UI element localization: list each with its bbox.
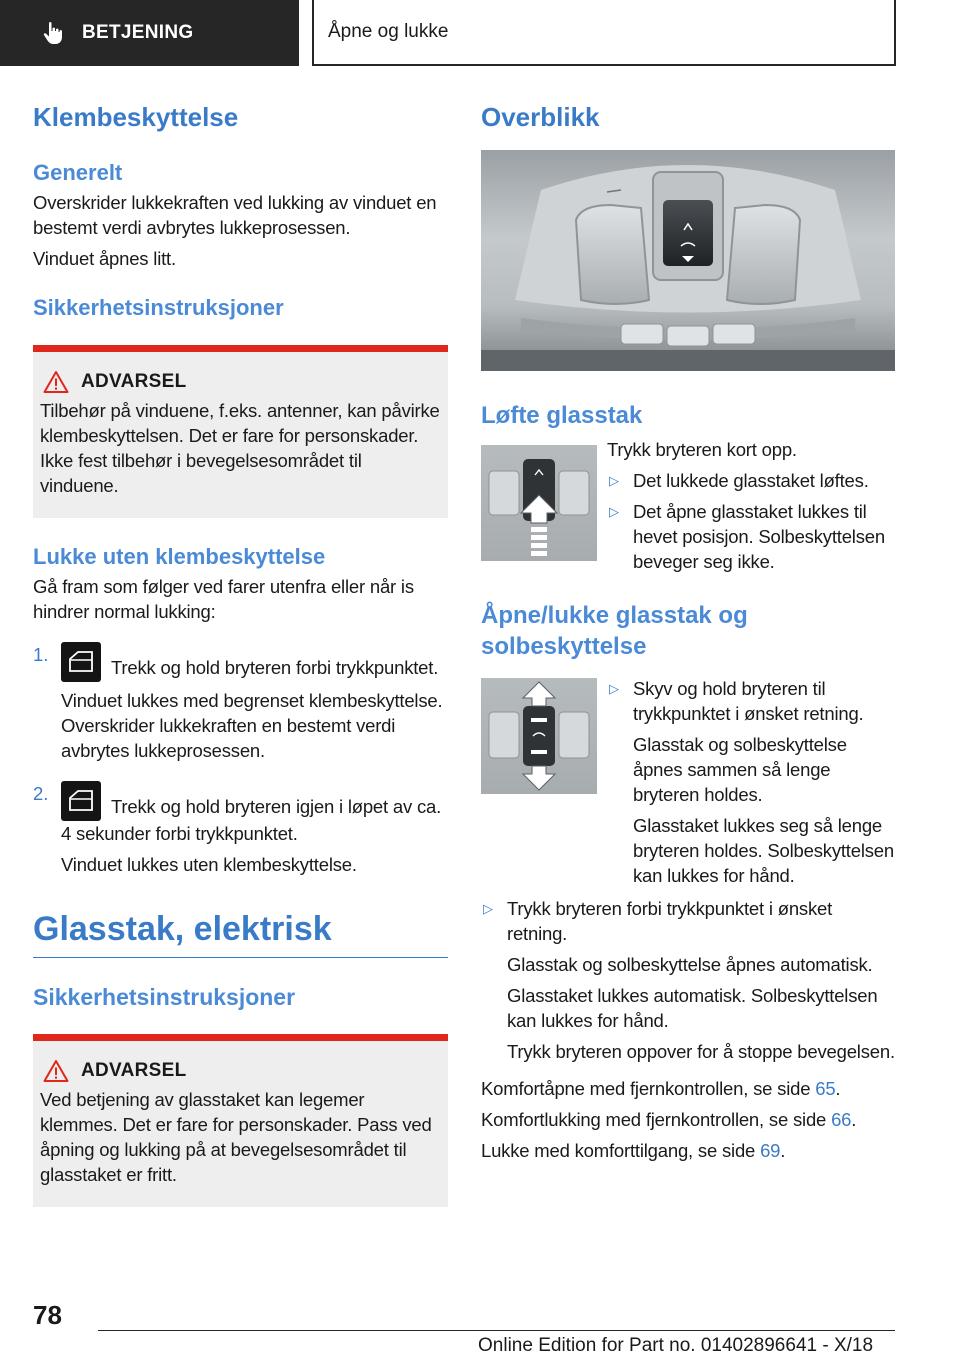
edition-text: Online Edition for Part no. 01402896641 - X/18 <box>478 1335 874 1356</box>
list-item-note: Glasstak og solbeskyttelse åpnes automatisk. <box>507 954 873 975</box>
bullet-triangle-icon: ▷ <box>609 681 619 696</box>
page-link-65[interactable]: 65 <box>815 1078 836 1099</box>
step-number: 1. <box>33 644 49 665</box>
page-link-66[interactable]: 66 <box>831 1109 852 1130</box>
step-number: 2. <box>33 783 49 804</box>
paragraph-window-opens: Vinduet åpnes litt. <box>33 248 176 269</box>
heading-underline <box>33 957 448 958</box>
list-item <box>33 642 448 763</box>
left-column <box>33 100 448 1207</box>
warning-text: Tilbehør på vinduene, f.eks. antenner, kan påvirke klembeskyttelsen. Det er fare for personskader. Ikke fest tilbehør i bevegelsesområdet til vinduene. <box>40 400 440 496</box>
warning-triangle-icon <box>43 1059 69 1083</box>
list-item-text: Trykk bryteren forbi trykkpunktet i ønsket retning. <box>507 898 833 944</box>
warning-box-1 <box>33 345 448 518</box>
list-item-note: Glasstaket lukkes seg så lenge bryteren holdes. Solbeskyttelsen kan lukkes for hånd. <box>633 815 894 886</box>
slide-switch-image <box>481 678 597 794</box>
window-switch-icon <box>61 781 101 821</box>
heading-glasstak: Glasstak, elektrisk <box>33 910 332 948</box>
step-text: Trekk og hold bryteren igjen i løpet av ca. 4 sekunder forbi trykkpunktet. <box>61 796 442 844</box>
step-text: Trekk og hold bryteren forbi trykkpunktet. <box>111 657 439 678</box>
step-note: Vinduet lukkes med begrenset klembeskyttelse. Overskrider lukkekraften en bestemt verdi avbrytes lukkeprosessen. <box>61 690 443 761</box>
reference-line <box>481 1076 895 1101</box>
bullet-triangle-icon: ▷ <box>483 901 493 916</box>
lift-switch-image <box>481 445 597 561</box>
page-number: 78 <box>33 1300 62 1330</box>
overhead-console-photo <box>481 150 895 371</box>
reference-line <box>481 1107 895 1132</box>
hand-pointer-icon <box>40 20 66 46</box>
page-title: Åpne og lukke <box>328 21 449 42</box>
section-label: BETJENING <box>82 22 194 43</box>
reference-text: Komfortåpne med fjernkontrollen, se side <box>481 1078 816 1099</box>
list-item-text: Skyv og hold bryteren til trykkpunktet i ønsket retning. <box>633 678 864 724</box>
warning-text: Ved betjening av glasstaket kan legemer klemmes. Det er fare for personskader. Pass ved åpning og lukking på at bevegelsesområdet til glasstaket er fritt. <box>40 1089 432 1185</box>
warning-title: ADVARSEL <box>81 1060 187 1081</box>
list-item-text: Det åpne glasstaket lukkes til hevet posisjon. Solbeskyttelsen beveger seg ikke. <box>633 501 885 572</box>
heading-close-without-protection: Lukke uten klembeskyttelse <box>33 544 326 569</box>
heading-open-close: Åpne/lukke glasstak og solbeskyttelse <box>481 602 748 660</box>
list-item <box>607 499 895 574</box>
list-item <box>33 781 448 877</box>
heading-safety-1: Sikkerhetsinstruksjoner <box>33 295 284 320</box>
list-item-note: Glasstaket lukkes automatisk. Solbeskyttelsen kan lukkes for hånd. <box>507 985 878 1031</box>
heading-klembeskyttelse: Klembeskyttelse <box>33 102 239 132</box>
reference-line <box>481 1138 895 1163</box>
reference-end: . <box>835 1078 841 1099</box>
list-item-note: Glasstak og solbeskyttelse åpnes sammen så lenge bryteren holdes. <box>633 734 847 805</box>
bullet-triangle-icon: ▷ <box>609 473 619 488</box>
warning-triangle-icon <box>43 370 69 394</box>
bullet-triangle-icon: ▷ <box>609 504 619 519</box>
reference-text: Lukke med komforttilgang, se side <box>481 1140 761 1161</box>
list-item <box>607 676 895 888</box>
step-note: Vinduet lukkes uten klembeskyttelse. <box>61 854 357 875</box>
paragraph-general: Overskrider lukkekraften ved lukking av vinduet en bestemt verdi avbrytes lukkeprosessen. <box>33 192 437 238</box>
list-item <box>481 896 895 1064</box>
warning-box-2 <box>33 1034 448 1207</box>
lift-intro: Trykk bryteren kort opp. <box>607 439 797 460</box>
section-tab <box>0 0 299 66</box>
warning-title: ADVARSEL <box>81 371 187 392</box>
page-link-69[interactable]: 69 <box>760 1140 781 1161</box>
list-item <box>607 468 895 493</box>
paragraph-procedure: Gå fram som følger ved farer utenfra eller når is hindrer normal lukking: <box>33 576 414 622</box>
list-item-note: Trykk bryteren oppover for å stoppe bevegelsen. <box>507 1041 895 1062</box>
reference-text: Komfortlukking med fjernkontrollen, se side <box>481 1109 832 1130</box>
page-header <box>312 0 896 66</box>
window-switch-icon <box>61 642 101 682</box>
right-column <box>481 100 895 1163</box>
reference-end: . <box>851 1109 857 1130</box>
heading-overblikk: Overblikk <box>481 102 600 132</box>
heading-generelt: Generelt <box>33 160 123 185</box>
heading-lift: Løfte glasstak <box>481 402 643 429</box>
footer-rule <box>98 1330 895 1331</box>
reference-end: . <box>780 1140 786 1161</box>
list-item-text: Det lukkede glasstaket løftes. <box>633 470 869 491</box>
heading-safety-2: Sikkerhetsinstruksjoner <box>33 984 296 1010</box>
